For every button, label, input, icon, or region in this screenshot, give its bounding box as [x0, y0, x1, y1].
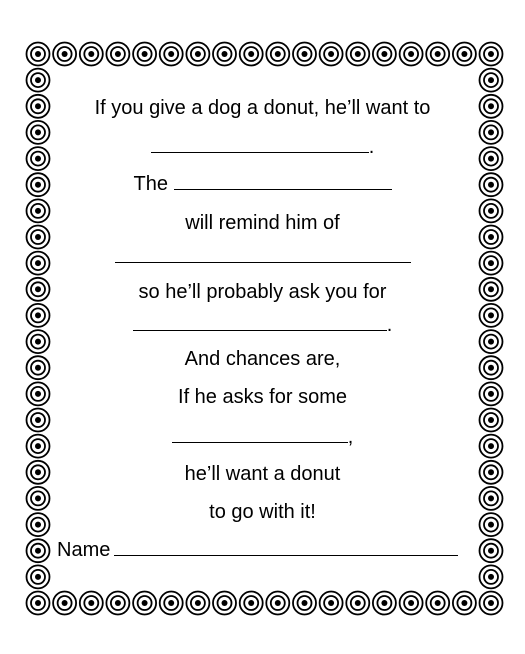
border-circle — [266, 43, 289, 66]
border-circle — [27, 69, 50, 92]
border-circle — [160, 43, 183, 66]
border-circle — [160, 592, 183, 615]
border-circle — [480, 565, 503, 588]
border-circle — [240, 43, 263, 66]
prompt-line-8 — [0, 347, 525, 371]
border-circle — [480, 592, 503, 615]
border-circle — [80, 43, 103, 66]
answer-blank-5[interactable] — [172, 426, 348, 443]
comma: , — [347, 426, 354, 448]
border-circle — [186, 43, 209, 66]
border-circle — [320, 592, 343, 615]
border-circle — [320, 43, 343, 66]
prompt-line-6 — [0, 280, 525, 304]
border-circle — [373, 592, 396, 615]
border-circle — [27, 565, 50, 588]
name-label: Name — [57, 539, 111, 561]
border-circle — [27, 43, 50, 66]
border-circle — [133, 592, 156, 615]
border-circle — [293, 43, 316, 66]
border-circle — [453, 592, 476, 615]
prompt-text: he’ll want a donut — [184, 463, 341, 485]
border-circle — [346, 592, 369, 615]
border-circle — [213, 43, 236, 66]
prompt-text: If you give a dog a donut, he’ll want to — [94, 97, 431, 119]
border-circle — [480, 539, 503, 562]
border-circle — [106, 592, 129, 615]
border-circle — [400, 43, 423, 66]
name-blank[interactable] — [114, 539, 458, 556]
prompt-line-12 — [0, 500, 525, 524]
prompt-line-3 — [0, 172, 525, 196]
prompt-text: The — [133, 173, 168, 195]
prompt-line-2 — [0, 135, 525, 159]
border-circle — [27, 592, 50, 615]
border-circle — [426, 43, 449, 66]
answer-blank-3[interactable] — [115, 246, 411, 263]
prompt-text: will remind him of — [185, 212, 340, 234]
period: . — [368, 136, 375, 158]
border-circle — [400, 592, 423, 615]
border-circle — [106, 43, 129, 66]
prompt-line-5 — [0, 245, 525, 269]
prompt-line-1 — [0, 96, 525, 120]
border-circle — [480, 43, 503, 66]
border-circle — [213, 592, 236, 615]
border-circle — [426, 592, 449, 615]
border-circle — [266, 592, 289, 615]
answer-blank-4[interactable] — [133, 314, 387, 331]
border-circle — [27, 539, 50, 562]
border-circle — [240, 592, 263, 615]
prompt-line-11 — [0, 462, 525, 486]
prompt-line-10 — [0, 425, 525, 449]
border-circle — [53, 592, 76, 615]
border-circle — [346, 43, 369, 66]
border-circle — [373, 43, 396, 66]
prompt-line-4 — [0, 211, 525, 235]
prompt-text: And chances are, — [184, 348, 341, 370]
border-circle — [80, 592, 103, 615]
border-circle — [186, 592, 209, 615]
prompt-text: to go with it! — [209, 501, 316, 523]
answer-blank-1[interactable] — [151, 136, 369, 153]
border-circle — [293, 592, 316, 615]
border-circle — [453, 43, 476, 66]
prompt-text: If he asks for some — [178, 386, 347, 408]
prompt-line-9 — [0, 385, 525, 409]
answer-blank-2[interactable] — [174, 173, 392, 190]
period: . — [386, 314, 393, 336]
prompt-text: so he’ll probably ask you for — [138, 281, 387, 303]
prompt-line-7 — [0, 313, 525, 337]
name-row — [57, 538, 458, 562]
border-circle — [133, 43, 156, 66]
border-circle — [480, 69, 503, 92]
border-circle — [53, 43, 76, 66]
